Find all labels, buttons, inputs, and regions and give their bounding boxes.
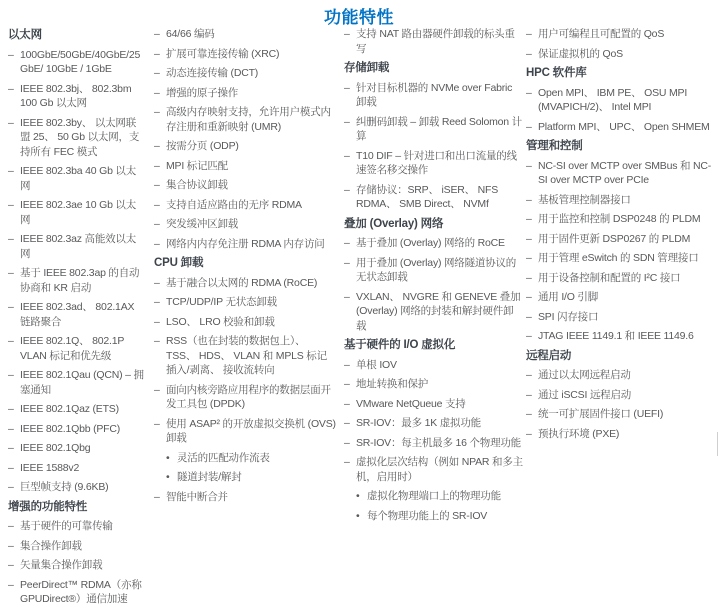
feature-item bbox=[344, 256, 523, 285]
section-heading: 以太网 bbox=[8, 29, 42, 41]
feature-item-text: 基于叠加 (Overlay) 网络的 RoCE bbox=[356, 237, 505, 249]
feature-item bbox=[526, 251, 715, 266]
feature-item-text: IEEE 802.1Qaz (ETS) bbox=[20, 403, 119, 415]
feature-item-text: 纠删码卸载 – 卸载 Reed Solomon 计算 bbox=[356, 115, 522, 142]
bullet-icon: • bbox=[356, 490, 360, 502]
dash-icon: – bbox=[344, 397, 350, 410]
feature-item bbox=[344, 183, 523, 212]
feature-item bbox=[344, 416, 523, 431]
feature-item bbox=[8, 116, 145, 160]
feature-item bbox=[8, 519, 145, 534]
feature-item-text: NC-SI over MCTP over SMBus 和 NC-SI over MCTP over PCIe bbox=[538, 159, 712, 186]
feature-item-text: 支持 NAT 路由器硬件卸载的标头重写 bbox=[356, 28, 515, 55]
dash-icon: – bbox=[526, 271, 532, 284]
feature-item-text: 扩展可靠连接传输 (XRC) bbox=[166, 47, 280, 60]
feature-item-text: 虚拟化物理端口上的物理功能 bbox=[367, 490, 501, 502]
feature-item-text: T10 DIF – 针对进口和出口流量的线速签名移交操作 bbox=[356, 149, 517, 176]
feature-item-text: 使用 ASAP² 的开放虚拟交换机 (OVS) 卸载 bbox=[166, 417, 336, 444]
feature-item bbox=[8, 334, 145, 363]
dash-icon: – bbox=[154, 198, 160, 211]
dash-icon: – bbox=[154, 383, 160, 396]
dash-icon: – bbox=[526, 369, 532, 381]
feature-item-text: IEEE 802.3by、 以太网联盟 25、 50 Gb 以太网，支持所有 FEC 模式 bbox=[20, 116, 140, 158]
feature-item-text: MPI 标记匹配 bbox=[166, 159, 228, 172]
feature-item-text: 隧道封装/解封 bbox=[177, 471, 242, 483]
feature-item bbox=[8, 82, 145, 111]
feature-item bbox=[154, 86, 337, 101]
dash-icon: – bbox=[526, 47, 532, 60]
bullet-icon: • bbox=[166, 471, 170, 483]
dash-icon: – bbox=[154, 86, 160, 99]
feature-item-text: 通过 iSCSI 远程启动 bbox=[538, 388, 632, 401]
dash-icon: – bbox=[154, 140, 160, 152]
dash-icon: – bbox=[154, 237, 160, 250]
feature-column-2 bbox=[154, 27, 337, 509]
feature-item bbox=[8, 558, 145, 573]
feature-item bbox=[8, 480, 145, 495]
feature-item bbox=[344, 290, 523, 334]
feature-item bbox=[344, 436, 523, 451]
feature-item bbox=[154, 159, 337, 174]
dash-icon: – bbox=[344, 436, 350, 449]
dash-icon: – bbox=[8, 539, 14, 552]
dash-icon: – bbox=[8, 48, 14, 61]
feature-item bbox=[154, 470, 337, 485]
feature-item-text: 基于融合以太网的 RDMA (RoCE) bbox=[166, 276, 318, 289]
dash-icon: – bbox=[344, 237, 350, 249]
feature-item bbox=[8, 164, 145, 193]
feature-item bbox=[8, 266, 145, 295]
dash-icon: – bbox=[154, 276, 160, 289]
feature-item-text: 64/66 编码 bbox=[166, 28, 215, 40]
feature-item-text: 用于设备控制和配置的 I²C 接口 bbox=[538, 271, 681, 284]
feature-item bbox=[154, 276, 337, 291]
feature-item-text: 基于硬件的可靠传输 bbox=[20, 520, 113, 532]
feature-item bbox=[526, 407, 715, 422]
feature-item bbox=[344, 81, 523, 110]
feature-item-text: 基于 IEEE 802.3ap 的自动协商和 KR 启动 bbox=[20, 267, 140, 294]
section-heading: 基于硬件的 I/O 虚拟化 bbox=[344, 339, 456, 351]
dash-icon: – bbox=[526, 86, 532, 99]
feature-item-text: 单根 IOV bbox=[356, 358, 397, 371]
dash-icon: – bbox=[344, 115, 350, 128]
dash-icon: – bbox=[8, 267, 14, 279]
feature-item bbox=[8, 441, 145, 456]
feature-item-text: 预执行环境 (PXE) bbox=[538, 427, 620, 440]
dash-icon: – bbox=[154, 315, 160, 328]
dash-icon: – bbox=[8, 481, 14, 493]
feature-item bbox=[154, 178, 337, 193]
feature-item bbox=[154, 139, 337, 154]
dash-icon: – bbox=[154, 179, 160, 191]
feature-item-text: 用户可编程且可配置的 QoS bbox=[538, 28, 665, 40]
feature-item-text: VMware NetQueue 支持 bbox=[356, 397, 466, 410]
feature-item-text: 灵活的匹配动作流表 bbox=[177, 451, 270, 464]
feature-item bbox=[154, 451, 337, 466]
dash-icon: – bbox=[154, 28, 160, 40]
dash-icon: – bbox=[8, 578, 14, 591]
feature-column-1 bbox=[8, 27, 145, 612]
feature-item bbox=[526, 27, 715, 42]
feature-item-text: IEEE 802.3ae 10 Gb 以太网 bbox=[20, 199, 137, 226]
feature-item-text: 用于管理 eSwitch 的 SDN 管理接口 bbox=[538, 252, 699, 264]
section-heading: 远程启动 bbox=[526, 349, 572, 362]
feature-item-text: 地址转换和保护 bbox=[356, 378, 429, 390]
dash-icon: – bbox=[8, 442, 14, 454]
feature-item-text: IEEE 802.3ad、 802.1AX 链路聚合 bbox=[20, 301, 135, 328]
feature-item-text: IEEE 802.1Q、 802.1P VLAN 标记和优先级 bbox=[20, 335, 124, 362]
dash-icon: – bbox=[8, 116, 14, 129]
feature-item bbox=[344, 149, 523, 178]
feature-item bbox=[8, 198, 145, 227]
dash-icon: – bbox=[154, 417, 160, 430]
dash-icon: – bbox=[526, 330, 532, 342]
feature-item bbox=[344, 455, 523, 484]
dash-icon: – bbox=[8, 199, 14, 211]
feature-item-text: SPI 闪存接口 bbox=[538, 310, 599, 323]
bullet-icon: • bbox=[166, 451, 170, 464]
dash-icon: – bbox=[344, 183, 350, 196]
feature-item-text: VXLAN、 NVGRE 和 GENEVE 叠加 (Overlay) 网络的封装和解封硬件卸载 bbox=[356, 290, 521, 332]
dash-icon: – bbox=[154, 47, 160, 60]
dash-icon: – bbox=[154, 106, 160, 118]
feature-item-text: 支持自适应路由的无序 RDMA bbox=[166, 198, 302, 211]
page-title: 功能特性 bbox=[324, 8, 394, 27]
feature-item-text: 增强的原子操作 bbox=[166, 86, 239, 99]
dash-icon: – bbox=[8, 369, 14, 381]
section-heading: 叠加 (Overlay) 网络 bbox=[344, 217, 444, 230]
feature-item-text: 用于叠加 (Overlay) 网络隧道协议的无状态卸载 bbox=[356, 256, 517, 283]
feature-item-text: 网络内内存免注册 RDMA 内存访问 bbox=[166, 237, 325, 250]
feature-item-text: 动态连接传输 (DCT) bbox=[166, 67, 259, 79]
feature-item-text: 针对目标机器的 NVMe over Fabric 卸载 bbox=[356, 81, 513, 108]
feature-item-text: 统一可扩展固件接口 (UEFI) bbox=[538, 408, 664, 420]
feature-item bbox=[8, 368, 145, 397]
feature-item bbox=[154, 237, 337, 252]
dash-icon: – bbox=[8, 165, 14, 177]
bullet-icon: • bbox=[356, 509, 360, 522]
feature-item bbox=[526, 388, 715, 403]
section-heading: 存储卸载 bbox=[344, 62, 390, 74]
feature-item bbox=[526, 120, 715, 135]
feature-item-text: TCP/UDP/IP 无状态卸载 bbox=[166, 296, 277, 308]
dash-icon: – bbox=[8, 335, 14, 347]
feature-item-text: 智能中断合并 bbox=[166, 490, 228, 503]
dash-icon: – bbox=[344, 81, 350, 94]
feature-item bbox=[344, 236, 523, 251]
feature-item-text: 用于监控和控制 DSP0248 的 PLDM bbox=[538, 213, 701, 225]
feature-item bbox=[8, 461, 145, 476]
feature-item-text: IEEE 802.1Qbb (PFC) bbox=[20, 422, 121, 435]
dash-icon: – bbox=[154, 159, 160, 172]
feature-item-text: 基板管理控制器接口 bbox=[538, 193, 631, 206]
dash-icon: – bbox=[8, 559, 14, 571]
feature-item bbox=[344, 509, 523, 524]
feature-item bbox=[8, 422, 145, 437]
feature-item-text: Open MPI、 IBM PE、 OSU MPI (MVAPICH/2)、 Intel MPI bbox=[538, 86, 688, 113]
dash-icon: – bbox=[8, 233, 14, 245]
dash-icon: – bbox=[344, 358, 350, 371]
feature-item bbox=[344, 397, 523, 412]
feature-item bbox=[154, 490, 337, 505]
dash-icon: – bbox=[344, 417, 350, 429]
feature-item bbox=[154, 334, 337, 378]
dash-icon: – bbox=[344, 456, 350, 468]
feature-item bbox=[526, 290, 715, 305]
feature-item-text: 存储协议：SRP、 iSER、 NFS RDMA、 SMB Direct、 NVMf bbox=[356, 183, 499, 210]
dash-icon: – bbox=[526, 193, 532, 206]
feature-item-text: SR-IOV：每主机最多 16 个物理功能 bbox=[356, 436, 521, 449]
feature-item bbox=[154, 198, 337, 213]
feature-item-text: 巨型帧支持 (9.6KB) bbox=[20, 481, 109, 493]
feature-item bbox=[154, 105, 337, 134]
feature-item-text: PeerDirect™ RDMA（亦称 GPUDirect®）通信加速 bbox=[20, 578, 142, 605]
feature-item-text: 突发缓冲区卸载 bbox=[166, 218, 239, 230]
feature-item bbox=[526, 310, 715, 325]
dash-icon: – bbox=[344, 149, 350, 162]
dash-icon: – bbox=[154, 296, 160, 308]
dash-icon: – bbox=[526, 291, 532, 303]
feature-column-4 bbox=[526, 27, 715, 446]
feature-item bbox=[154, 217, 337, 232]
feature-item bbox=[526, 329, 715, 344]
section-heading: 管理和控制 bbox=[526, 140, 583, 152]
feature-item bbox=[526, 271, 715, 286]
feature-item-text: IEEE 802.3az 高能效以太网 bbox=[20, 233, 137, 260]
feature-item-text: 100GbE/50GbE/40GbE/25GbE/ 10GbE / 1GbE bbox=[20, 48, 141, 75]
section-heading: 增强的功能特性 bbox=[8, 500, 88, 513]
feature-item bbox=[154, 315, 337, 330]
feature-item bbox=[526, 232, 715, 247]
feature-item-text: 面向内核旁路应用程序的数据层面开发工具包 (DPDK) bbox=[166, 383, 331, 410]
feature-item bbox=[154, 66, 337, 81]
feature-item bbox=[526, 159, 715, 188]
feature-item-text: 虚拟化层次结构（例如 NPAR 和多主机，启用时） bbox=[356, 456, 523, 483]
feature-item-text: IEEE 1588v2 bbox=[20, 461, 80, 474]
dash-icon: – bbox=[526, 427, 532, 440]
feature-item bbox=[344, 27, 523, 56]
dash-icon: – bbox=[154, 218, 160, 230]
feature-item bbox=[8, 578, 145, 607]
dash-icon: – bbox=[526, 252, 532, 264]
dash-icon: – bbox=[526, 159, 532, 172]
feature-item bbox=[526, 47, 715, 62]
feature-item-text: 集合操作卸载 bbox=[20, 539, 82, 552]
dash-icon: – bbox=[526, 310, 532, 323]
feature-item-text: 通过以太网远程启动 bbox=[538, 369, 631, 381]
feature-item-text: 高级内存映射支持，允许用户模式内存注册和重新映射 (UMR) bbox=[166, 106, 331, 133]
feature-item-text: 通用 I/O 引脚 bbox=[538, 291, 599, 303]
feature-column-3 bbox=[344, 27, 523, 528]
feature-item bbox=[526, 193, 715, 208]
feature-item-text: RSS（也在封装的数据包上）、 TSS、 HDS、 VLAN 和 MPLS 标记插入/剥离、 接收流转向 bbox=[166, 335, 327, 376]
dash-icon: – bbox=[344, 256, 350, 269]
feature-item-text: LSO、 LRO 校验和卸载 bbox=[166, 315, 275, 328]
dash-icon: – bbox=[8, 82, 14, 95]
feature-item bbox=[526, 212, 715, 227]
dash-icon: – bbox=[154, 67, 160, 79]
feature-item bbox=[154, 295, 337, 310]
feature-item bbox=[8, 402, 145, 417]
dash-icon: – bbox=[8, 520, 14, 532]
feature-item-text: 用于固件更新 DSP0267 的 PLDM bbox=[538, 232, 691, 245]
feature-item bbox=[344, 377, 523, 392]
feature-item bbox=[526, 368, 715, 383]
dash-icon: – bbox=[344, 28, 350, 40]
feature-item-text: JTAG IEEE 1149.1 和 IEEE 1149.6 bbox=[538, 330, 694, 342]
feature-item bbox=[344, 358, 523, 373]
feature-item-text: 每个物理功能上的 SR-IOV bbox=[367, 509, 488, 522]
feature-item bbox=[154, 27, 337, 42]
dash-icon: – bbox=[154, 490, 160, 503]
dash-icon: – bbox=[526, 388, 532, 401]
dash-icon: – bbox=[8, 403, 14, 415]
dash-icon: – bbox=[8, 301, 14, 313]
feature-item-text: 矢量集合操作卸载 bbox=[20, 559, 103, 571]
feature-item bbox=[526, 427, 715, 442]
feature-item bbox=[154, 47, 337, 62]
feature-item bbox=[8, 48, 145, 77]
dash-icon: – bbox=[526, 120, 532, 133]
feature-item bbox=[344, 489, 523, 504]
dash-icon: – bbox=[8, 461, 14, 474]
feature-item-text: IEEE 802.1Qau (QCN) – 拥塞通知 bbox=[20, 369, 144, 396]
feature-item-text: IEEE 802.1Qbg bbox=[20, 442, 91, 454]
dash-icon: – bbox=[8, 422, 14, 435]
feature-item bbox=[8, 539, 145, 554]
feature-item-text: Platform MPI、 UPC、 Open SHMEM bbox=[538, 120, 710, 133]
feature-item-text: IEEE 802.3bj、 802.3bm 100 Gb 以太网 bbox=[20, 82, 132, 109]
feature-item bbox=[8, 300, 145, 329]
dash-icon: – bbox=[154, 335, 160, 347]
feature-item-text: 集合协议卸载 bbox=[166, 179, 228, 191]
feature-item bbox=[8, 232, 145, 261]
section-heading: HPC 软件库 bbox=[526, 67, 587, 79]
feature-item-text: SR-IOV：最多 1K 虚拟功能 bbox=[356, 417, 481, 429]
feature-item bbox=[154, 383, 337, 412]
dash-icon: – bbox=[526, 232, 532, 245]
dash-icon: – bbox=[526, 408, 532, 420]
feature-item bbox=[154, 417, 337, 446]
dash-icon: – bbox=[526, 28, 532, 40]
feature-item-text: 保证虚拟机的 QoS bbox=[538, 47, 623, 60]
section-heading: CPU 卸载 bbox=[154, 257, 204, 269]
feature-item bbox=[526, 86, 715, 115]
feature-item-text: 按需分页 (ODP) bbox=[166, 140, 239, 152]
dash-icon: – bbox=[344, 290, 350, 303]
feature-item-text: IEEE 802.3ba 40 Gb 以太网 bbox=[20, 165, 137, 192]
feature-item bbox=[344, 115, 523, 144]
dash-icon: – bbox=[526, 213, 532, 225]
dash-icon: – bbox=[344, 378, 350, 390]
